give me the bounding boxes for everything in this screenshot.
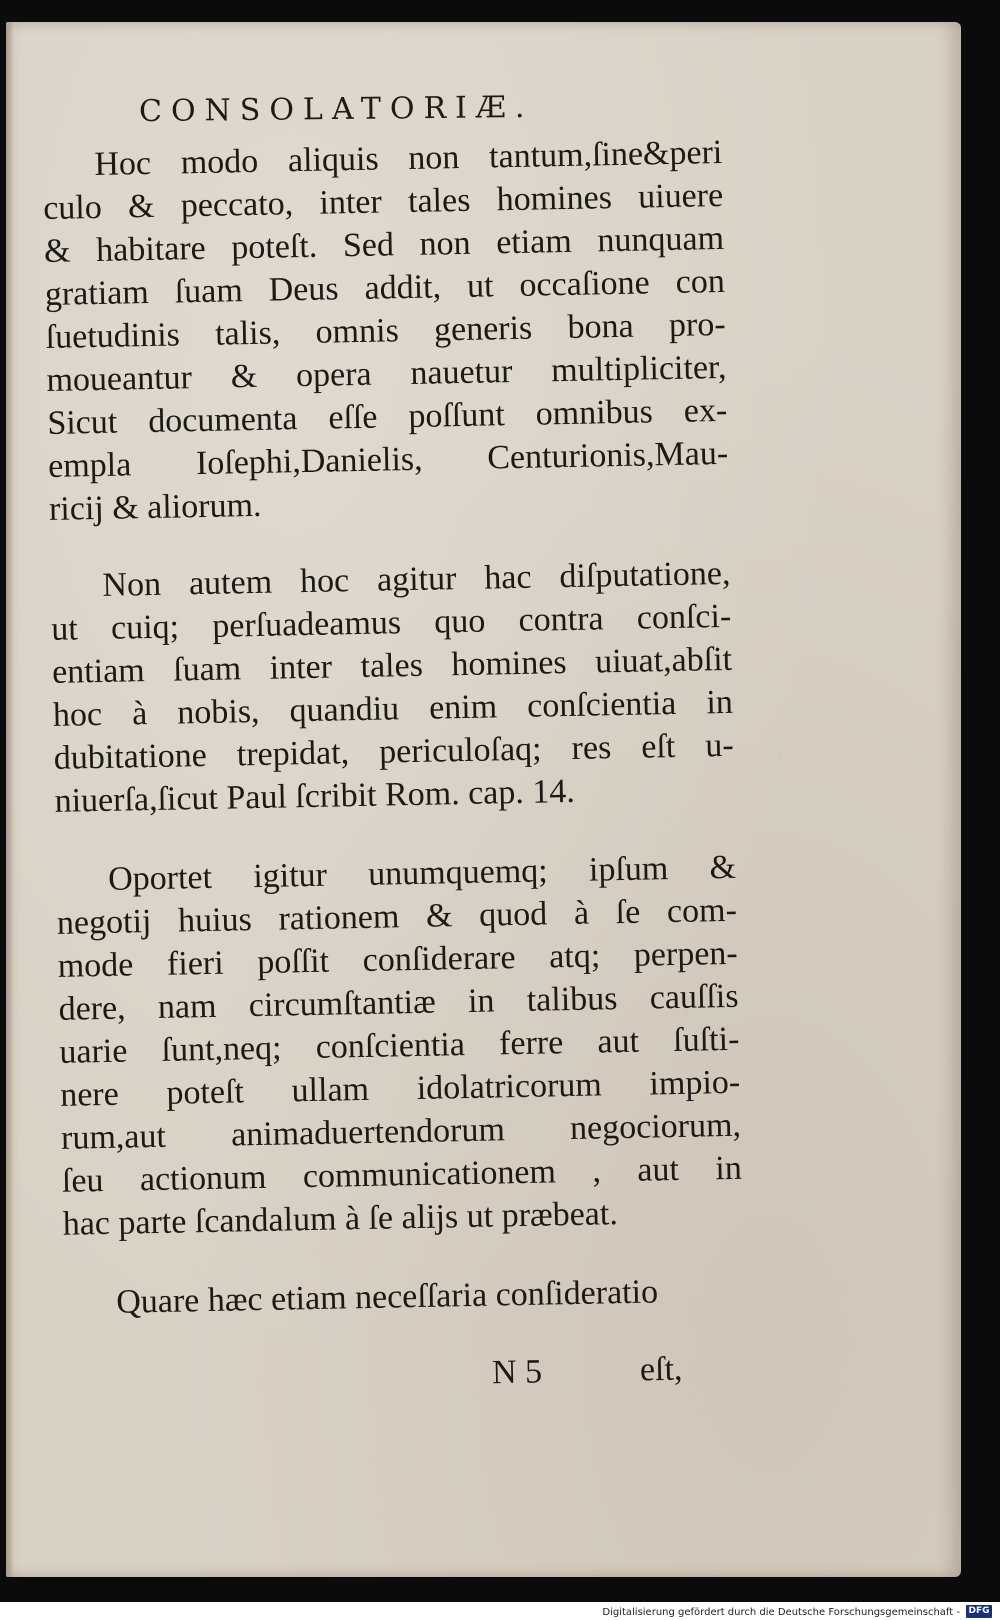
text-line: rum,aut animaduertendorum negociorum, — [60, 1106, 742, 1157]
footer-credit: Digitalisierung gefördert durch die Deutsche Forschungsgemeinschaft - — [602, 1607, 960, 1618]
text-line: uarie ſunt,neq; conſcientia ferre aut ſuſti- — [59, 1020, 740, 1071]
text-line: niuerſa,ſicut Paul ſcribit Rom. cap. 14. — [54, 772, 576, 820]
text-line: Non autem hoc agitur hac diſputatione, — [102, 554, 731, 604]
paragraph-1 — [42, 131, 729, 531]
signature-mark: N 5 — [491, 1353, 543, 1392]
text-line: ut cuiq; perſuadeamus quo contra conſci- — [50, 597, 732, 648]
text-line: hac parte ſcandalum à ſe alijs ut præbeat. — [62, 1195, 619, 1243]
body-text — [42, 131, 745, 1325]
text-line: entiam ſuam inter tales homines uiuat,abſit — [51, 640, 733, 691]
book-page — [6, 22, 961, 1577]
paragraph-3 — [56, 846, 743, 1246]
paragraph-2 — [50, 552, 735, 823]
text-line: Oportet igitur unumquemq; ipſum & — [107, 848, 737, 898]
text-line: Quare hæc etiam neceſſaria conſideratio — [115, 1273, 659, 1321]
text-line: nere poteſt ullam idolatricorum impio- — [59, 1063, 741, 1114]
dfg-logo-icon: DFG — [966, 1605, 992, 1618]
text-line: gratiam ſuam Deus addit, ut occaſione con — [44, 262, 726, 313]
text-line: ſuetudinis talis, omnis generis bona pro- — [45, 305, 726, 356]
catchline — [492, 1350, 723, 1392]
text-line: ricij & aliorum. — [48, 486, 262, 528]
running-head: CONSOLATORIÆ. — [138, 89, 534, 130]
text-line: moueantur & opera nauetur multipliciter, — [46, 348, 727, 399]
text-line: culo & peccato, inter tales homines uiuere — [42, 176, 724, 227]
text-line: empla Ioſephi,Danielis, Centurionis,Mau- — [47, 434, 729, 485]
catchword: eſt, — [639, 1350, 683, 1389]
text-line: hoc à nobis, quandiu enim conſcientia in — [52, 683, 734, 734]
text-line: Hoc modo aliquis non tantum,ſine&peri — [94, 133, 723, 183]
text-line: dere, nam circumſtantiæ in talibus cauſſis — [58, 977, 739, 1028]
text-line: Sicut documenta eſſe poſſunt omnibus ex- — [47, 391, 728, 442]
footer-strip — [0, 1602, 1000, 1620]
text-line: ſeu actionum communicationem , aut in — [61, 1149, 743, 1200]
text-line: negotij huius rationem & quod à ſe com- — [56, 891, 738, 942]
text-line: & habitare poteſt. Sed non etiam nunquam — [43, 219, 725, 270]
text-line: mode fieri poſſit conſiderare atq; perpen- — [57, 934, 739, 985]
page-spine-edge — [6, 22, 14, 1577]
text-line: dubitatione trepidat, periculoſaq; res eſt u- — [53, 726, 735, 777]
